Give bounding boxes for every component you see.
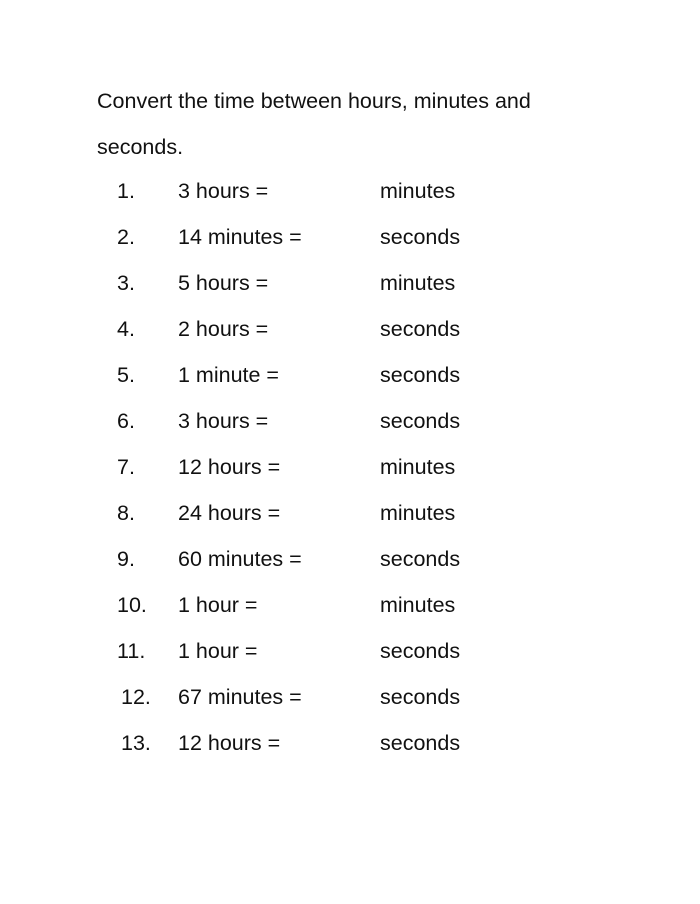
problem-number: 5. [117,363,135,387]
problem-expression: 12 hours = [178,455,281,479]
problem-target-unit: minutes [380,271,456,295]
problem-expression: 24 hours = [178,501,281,525]
problem-list [0,168,700,766]
problem-expression: 12 hours = [178,731,281,755]
problem-item [0,168,700,214]
problem-target-unit: seconds [380,639,461,663]
problem-number: 12. [121,685,151,709]
problem-target-unit: seconds [380,547,461,571]
problem-target-unit: minutes [380,179,456,203]
problem-number: 7. [117,455,135,479]
problem-target-unit: seconds [380,731,461,755]
problem-expression: 67 minutes = [178,685,302,709]
problem-number: 6. [117,409,135,433]
problem-target-unit: seconds [380,317,461,341]
problem-expression: 5 hours = [178,271,269,295]
problem-target-unit: seconds [380,225,461,249]
problem-target-unit: minutes [380,455,456,479]
problem-target-unit: seconds [380,363,461,387]
problem-target-unit: minutes [380,593,456,617]
problem-number: 11. [117,639,146,663]
problem-target-unit: seconds [380,409,461,433]
problem-expression: 60 minutes = [178,547,302,571]
problem-number: 2. [117,225,135,249]
problem-number: 9. [117,547,135,571]
problem-item [0,214,700,260]
problem-number: 8. [117,501,135,525]
problem-number: 1. [117,179,135,203]
problem-expression: 1 minute = [178,363,279,387]
problem-item [0,444,700,490]
problem-expression: 1 hour = [178,593,258,617]
problem-item [0,674,700,720]
problem-item [0,490,700,536]
problem-item [0,628,700,674]
problem-item [0,306,700,352]
problem-item [0,398,700,444]
problem-item [0,352,700,398]
problem-number: 3. [117,271,135,295]
problem-number: 13. [121,731,151,755]
problem-expression: 3 hours = [178,179,269,203]
problem-target-unit: minutes [380,501,456,525]
problem-expression: 2 hours = [178,317,269,341]
problem-expression: 1 hour = [178,639,258,663]
problem-expression: 14 minutes = [178,225,302,249]
problem-item [0,536,700,582]
problem-item [0,260,700,306]
problem-target-unit: seconds [380,685,461,709]
problem-item [0,582,700,628]
worksheet-instructions: Convert the time between hours, minutes and seconds. [97,89,531,159]
problem-number: 10. [117,593,147,617]
problem-number: 4. [117,317,135,341]
problem-expression: 3 hours = [178,409,269,433]
problem-item [0,720,700,766]
